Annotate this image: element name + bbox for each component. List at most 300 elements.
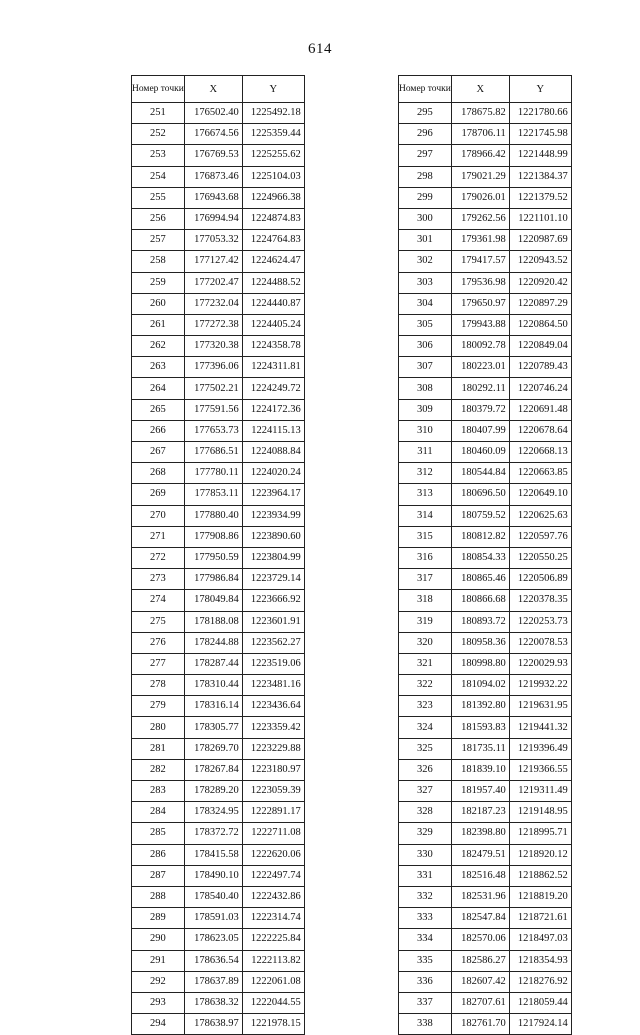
y-cell: 1224488.52 bbox=[242, 272, 304, 293]
point-number-cell: 296 bbox=[399, 124, 452, 145]
y-cell: 1218276.92 bbox=[509, 971, 571, 992]
y-cell: 1223180.97 bbox=[242, 759, 304, 780]
table-row bbox=[132, 272, 305, 293]
table-row bbox=[399, 865, 572, 886]
table-row bbox=[399, 653, 572, 674]
table-row bbox=[399, 187, 572, 208]
table-row bbox=[399, 886, 572, 907]
point-number-cell: 314 bbox=[399, 505, 452, 526]
table-header-row bbox=[399, 76, 572, 103]
x-cell: 177686.51 bbox=[184, 442, 242, 463]
table-row bbox=[132, 929, 305, 950]
x-cell: 177950.59 bbox=[184, 547, 242, 568]
y-cell: 1222891.17 bbox=[242, 802, 304, 823]
x-cell: 177653.73 bbox=[184, 420, 242, 441]
x-cell: 182516.48 bbox=[451, 865, 509, 886]
point-number-cell: 290 bbox=[132, 929, 185, 950]
table-row bbox=[399, 590, 572, 611]
point-number-cell: 331 bbox=[399, 865, 452, 886]
table-row bbox=[132, 611, 305, 632]
x-cell: 182586.27 bbox=[451, 950, 509, 971]
point-number-cell: 257 bbox=[132, 230, 185, 251]
point-number-cell: 288 bbox=[132, 886, 185, 907]
point-number-cell: 251 bbox=[132, 103, 185, 124]
header-x: X bbox=[184, 76, 242, 103]
table-row bbox=[132, 675, 305, 696]
x-cell: 178415.58 bbox=[184, 844, 242, 865]
point-number-cell: 264 bbox=[132, 378, 185, 399]
x-cell: 180854.33 bbox=[451, 547, 509, 568]
point-number-cell: 302 bbox=[399, 251, 452, 272]
point-number-cell: 258 bbox=[132, 251, 185, 272]
point-number-cell: 337 bbox=[399, 992, 452, 1013]
x-cell: 179026.01 bbox=[451, 187, 509, 208]
x-cell: 176769.53 bbox=[184, 145, 242, 166]
table-row bbox=[132, 908, 305, 929]
x-cell: 177502.21 bbox=[184, 378, 242, 399]
x-cell: 180812.82 bbox=[451, 526, 509, 547]
x-cell: 177591.56 bbox=[184, 399, 242, 420]
table-row bbox=[132, 187, 305, 208]
y-cell: 1218497.03 bbox=[509, 929, 571, 950]
x-cell: 178305.77 bbox=[184, 717, 242, 738]
x-cell: 177202.47 bbox=[184, 272, 242, 293]
x-cell: 176674.56 bbox=[184, 124, 242, 145]
y-cell: 1217924.14 bbox=[509, 1014, 571, 1035]
table-row bbox=[399, 463, 572, 484]
table-row bbox=[132, 378, 305, 399]
x-cell: 179943.88 bbox=[451, 314, 509, 335]
x-cell: 178540.40 bbox=[184, 886, 242, 907]
y-cell: 1224249.72 bbox=[242, 378, 304, 399]
x-cell: 181094.02 bbox=[451, 675, 509, 696]
point-number-cell: 255 bbox=[132, 187, 185, 208]
point-number-cell: 283 bbox=[132, 781, 185, 802]
x-cell: 179650.97 bbox=[451, 293, 509, 314]
x-cell: 178269.70 bbox=[184, 738, 242, 759]
table-row bbox=[399, 124, 572, 145]
y-cell: 1220668.13 bbox=[509, 442, 571, 463]
point-number-cell: 323 bbox=[399, 696, 452, 717]
x-cell: 182398.80 bbox=[451, 823, 509, 844]
y-cell: 1219932.22 bbox=[509, 675, 571, 696]
y-cell: 1225104.03 bbox=[242, 166, 304, 187]
point-number-cell: 321 bbox=[399, 653, 452, 674]
table-row bbox=[132, 251, 305, 272]
point-number-cell: 276 bbox=[132, 632, 185, 653]
y-cell: 1220746.24 bbox=[509, 378, 571, 399]
table-row bbox=[399, 611, 572, 632]
x-cell: 178636.54 bbox=[184, 950, 242, 971]
y-cell: 1219366.55 bbox=[509, 759, 571, 780]
y-cell: 1224440.87 bbox=[242, 293, 304, 314]
point-number-cell: 295 bbox=[399, 103, 452, 124]
point-number-cell: 300 bbox=[399, 208, 452, 229]
point-number-cell: 320 bbox=[399, 632, 452, 653]
table-row bbox=[132, 357, 305, 378]
table-row bbox=[399, 929, 572, 950]
point-number-cell: 279 bbox=[132, 696, 185, 717]
table-row bbox=[399, 272, 572, 293]
point-number-cell: 310 bbox=[399, 420, 452, 441]
x-cell: 182547.84 bbox=[451, 908, 509, 929]
x-cell: 181957.40 bbox=[451, 781, 509, 802]
x-cell: 178049.84 bbox=[184, 590, 242, 611]
x-cell: 180865.46 bbox=[451, 569, 509, 590]
y-cell: 1222113.82 bbox=[242, 950, 304, 971]
y-cell: 1220678.64 bbox=[509, 420, 571, 441]
x-cell: 181839.10 bbox=[451, 759, 509, 780]
y-cell: 1219311.49 bbox=[509, 781, 571, 802]
y-cell: 1221780.66 bbox=[509, 103, 571, 124]
table-row bbox=[132, 230, 305, 251]
table-row bbox=[132, 314, 305, 335]
table-row bbox=[132, 463, 305, 484]
y-cell: 1220789.43 bbox=[509, 357, 571, 378]
y-cell: 1218995.71 bbox=[509, 823, 571, 844]
point-number-cell: 330 bbox=[399, 844, 452, 865]
table-row bbox=[132, 1014, 305, 1035]
x-cell: 178287.44 bbox=[184, 653, 242, 674]
point-number-cell: 262 bbox=[132, 336, 185, 357]
y-cell: 1218862.52 bbox=[509, 865, 571, 886]
y-cell: 1222432.86 bbox=[242, 886, 304, 907]
x-cell: 177320.38 bbox=[184, 336, 242, 357]
point-number-cell: 286 bbox=[132, 844, 185, 865]
x-cell: 178289.20 bbox=[184, 781, 242, 802]
header-point-number: Номер точки bbox=[132, 76, 185, 103]
table-row bbox=[399, 802, 572, 823]
x-cell: 178706.11 bbox=[451, 124, 509, 145]
table-row bbox=[399, 230, 572, 251]
y-cell: 1220597.76 bbox=[509, 526, 571, 547]
header-point-number: Номер точки bbox=[399, 76, 452, 103]
x-cell: 178675.82 bbox=[451, 103, 509, 124]
y-cell: 1225492.18 bbox=[242, 103, 304, 124]
point-number-cell: 254 bbox=[132, 166, 185, 187]
header-x: X bbox=[451, 76, 509, 103]
point-number-cell: 275 bbox=[132, 611, 185, 632]
table-row bbox=[132, 759, 305, 780]
table-row bbox=[399, 357, 572, 378]
y-cell: 1223562.27 bbox=[242, 632, 304, 653]
point-number-cell: 269 bbox=[132, 484, 185, 505]
x-cell: 178637.89 bbox=[184, 971, 242, 992]
point-number-cell: 313 bbox=[399, 484, 452, 505]
y-cell: 1220078.53 bbox=[509, 632, 571, 653]
table-row bbox=[132, 781, 305, 802]
y-cell: 1224172.36 bbox=[242, 399, 304, 420]
table-row bbox=[132, 738, 305, 759]
x-cell: 179021.29 bbox=[451, 166, 509, 187]
x-cell: 176943.68 bbox=[184, 187, 242, 208]
x-cell: 176502.40 bbox=[184, 103, 242, 124]
x-cell: 180544.84 bbox=[451, 463, 509, 484]
header-y: Y bbox=[242, 76, 304, 103]
header-y: Y bbox=[509, 76, 571, 103]
table-row bbox=[399, 314, 572, 335]
table-row bbox=[399, 823, 572, 844]
table-row bbox=[399, 208, 572, 229]
x-cell: 177780.11 bbox=[184, 463, 242, 484]
y-cell: 1224405.24 bbox=[242, 314, 304, 335]
x-cell: 178623.05 bbox=[184, 929, 242, 950]
table-row bbox=[132, 569, 305, 590]
point-number-cell: 280 bbox=[132, 717, 185, 738]
table-row bbox=[132, 442, 305, 463]
table-row bbox=[399, 103, 572, 124]
table-row bbox=[399, 844, 572, 865]
table-row bbox=[399, 781, 572, 802]
y-cell: 1222225.84 bbox=[242, 929, 304, 950]
table-row bbox=[132, 696, 305, 717]
x-cell: 176994.94 bbox=[184, 208, 242, 229]
point-number-cell: 294 bbox=[132, 1014, 185, 1035]
table-row bbox=[132, 886, 305, 907]
point-number-cell: 316 bbox=[399, 547, 452, 568]
point-number-cell: 325 bbox=[399, 738, 452, 759]
x-cell: 178316.14 bbox=[184, 696, 242, 717]
table-row bbox=[399, 420, 572, 441]
x-cell: 180407.99 bbox=[451, 420, 509, 441]
y-cell: 1222061.08 bbox=[242, 971, 304, 992]
table-row bbox=[132, 399, 305, 420]
point-number-cell: 317 bbox=[399, 569, 452, 590]
point-number-cell: 273 bbox=[132, 569, 185, 590]
x-cell: 178638.97 bbox=[184, 1014, 242, 1035]
y-cell: 1220864.50 bbox=[509, 314, 571, 335]
y-cell: 1222314.74 bbox=[242, 908, 304, 929]
x-cell: 177880.40 bbox=[184, 505, 242, 526]
point-number-cell: 256 bbox=[132, 208, 185, 229]
table-row bbox=[132, 950, 305, 971]
table-row bbox=[132, 802, 305, 823]
table-row bbox=[132, 484, 305, 505]
x-cell: 182479.51 bbox=[451, 844, 509, 865]
point-number-cell: 281 bbox=[132, 738, 185, 759]
x-cell: 180379.72 bbox=[451, 399, 509, 420]
point-number-cell: 287 bbox=[132, 865, 185, 886]
table-row bbox=[399, 293, 572, 314]
y-cell: 1220378.35 bbox=[509, 590, 571, 611]
x-cell: 178372.72 bbox=[184, 823, 242, 844]
y-cell: 1221101.10 bbox=[509, 208, 571, 229]
x-cell: 180759.52 bbox=[451, 505, 509, 526]
y-cell: 1224311.81 bbox=[242, 357, 304, 378]
point-number-cell: 260 bbox=[132, 293, 185, 314]
table-row bbox=[399, 908, 572, 929]
table-row bbox=[399, 971, 572, 992]
point-number-cell: 285 bbox=[132, 823, 185, 844]
table-row bbox=[399, 145, 572, 166]
table-row bbox=[132, 505, 305, 526]
table-row bbox=[132, 124, 305, 145]
table-row bbox=[399, 526, 572, 547]
y-cell: 1223804.99 bbox=[242, 547, 304, 568]
table-row bbox=[132, 971, 305, 992]
y-cell: 1220029.93 bbox=[509, 653, 571, 674]
table-row bbox=[399, 632, 572, 653]
x-cell: 180998.80 bbox=[451, 653, 509, 674]
table-row bbox=[399, 442, 572, 463]
page-number: 614 bbox=[308, 41, 332, 57]
x-cell: 177396.06 bbox=[184, 357, 242, 378]
y-cell: 1220253.73 bbox=[509, 611, 571, 632]
coordinates-table-right bbox=[398, 75, 572, 1035]
y-cell: 1220849.04 bbox=[509, 336, 571, 357]
y-cell: 1223890.60 bbox=[242, 526, 304, 547]
table-row bbox=[132, 145, 305, 166]
y-cell: 1222497.74 bbox=[242, 865, 304, 886]
table-row bbox=[399, 484, 572, 505]
y-cell: 1220550.25 bbox=[509, 547, 571, 568]
x-cell: 177986.84 bbox=[184, 569, 242, 590]
table-row bbox=[399, 569, 572, 590]
x-cell: 182607.42 bbox=[451, 971, 509, 992]
y-cell: 1221745.98 bbox=[509, 124, 571, 145]
table-row bbox=[132, 526, 305, 547]
table-row bbox=[132, 336, 305, 357]
y-cell: 1224624.47 bbox=[242, 251, 304, 272]
y-cell: 1218819.20 bbox=[509, 886, 571, 907]
x-cell: 177053.32 bbox=[184, 230, 242, 251]
table-row bbox=[399, 336, 572, 357]
point-number-cell: 268 bbox=[132, 463, 185, 484]
table-row bbox=[132, 166, 305, 187]
point-number-cell: 334 bbox=[399, 929, 452, 950]
table-row bbox=[132, 717, 305, 738]
table-row bbox=[399, 547, 572, 568]
point-number-cell: 252 bbox=[132, 124, 185, 145]
x-cell: 178188.08 bbox=[184, 611, 242, 632]
point-number-cell: 311 bbox=[399, 442, 452, 463]
table-row bbox=[132, 590, 305, 611]
x-cell: 182761.70 bbox=[451, 1014, 509, 1035]
point-number-cell: 332 bbox=[399, 886, 452, 907]
table-row bbox=[399, 399, 572, 420]
point-number-cell: 333 bbox=[399, 908, 452, 929]
table-row bbox=[399, 717, 572, 738]
x-cell: 178591.03 bbox=[184, 908, 242, 929]
x-cell: 179536.98 bbox=[451, 272, 509, 293]
y-cell: 1223601.91 bbox=[242, 611, 304, 632]
point-number-cell: 292 bbox=[132, 971, 185, 992]
x-cell: 178638.32 bbox=[184, 992, 242, 1013]
table-row bbox=[399, 950, 572, 971]
point-number-cell: 301 bbox=[399, 230, 452, 251]
y-cell: 1223229.88 bbox=[242, 738, 304, 759]
table-header-row bbox=[132, 76, 305, 103]
y-cell: 1220943.52 bbox=[509, 251, 571, 272]
y-cell: 1221384.37 bbox=[509, 166, 571, 187]
x-cell: 180460.09 bbox=[451, 442, 509, 463]
table-row bbox=[399, 992, 572, 1013]
point-number-cell: 271 bbox=[132, 526, 185, 547]
table-row bbox=[399, 696, 572, 717]
x-cell: 182187.23 bbox=[451, 802, 509, 823]
y-cell: 1220506.89 bbox=[509, 569, 571, 590]
y-cell: 1224874.83 bbox=[242, 208, 304, 229]
x-cell: 182707.61 bbox=[451, 992, 509, 1013]
y-cell: 1223481.16 bbox=[242, 675, 304, 696]
point-number-cell: 318 bbox=[399, 590, 452, 611]
y-cell: 1218920.12 bbox=[509, 844, 571, 865]
point-number-cell: 270 bbox=[132, 505, 185, 526]
x-cell: 180696.50 bbox=[451, 484, 509, 505]
table-row bbox=[399, 1014, 572, 1035]
table-row bbox=[132, 547, 305, 568]
table-row bbox=[132, 653, 305, 674]
point-number-cell: 289 bbox=[132, 908, 185, 929]
point-number-cell: 312 bbox=[399, 463, 452, 484]
y-cell: 1221379.52 bbox=[509, 187, 571, 208]
y-cell: 1220987.69 bbox=[509, 230, 571, 251]
point-number-cell: 282 bbox=[132, 759, 185, 780]
x-cell: 177127.42 bbox=[184, 251, 242, 272]
x-cell: 177232.04 bbox=[184, 293, 242, 314]
point-number-cell: 266 bbox=[132, 420, 185, 441]
x-cell: 178244.88 bbox=[184, 632, 242, 653]
x-cell: 178267.84 bbox=[184, 759, 242, 780]
x-cell: 178966.42 bbox=[451, 145, 509, 166]
table-row bbox=[399, 505, 572, 526]
y-cell: 1219396.49 bbox=[509, 738, 571, 759]
table-row bbox=[399, 675, 572, 696]
y-cell: 1225255.62 bbox=[242, 145, 304, 166]
point-number-cell: 298 bbox=[399, 166, 452, 187]
point-number-cell: 267 bbox=[132, 442, 185, 463]
x-cell: 179417.57 bbox=[451, 251, 509, 272]
point-number-cell: 272 bbox=[132, 547, 185, 568]
y-cell: 1220625.63 bbox=[509, 505, 571, 526]
point-number-cell: 329 bbox=[399, 823, 452, 844]
table-row bbox=[399, 378, 572, 399]
point-number-cell: 274 bbox=[132, 590, 185, 611]
x-cell: 177272.38 bbox=[184, 314, 242, 335]
table-row bbox=[399, 738, 572, 759]
y-cell: 1220920.42 bbox=[509, 272, 571, 293]
table-row bbox=[132, 208, 305, 229]
table-row bbox=[132, 293, 305, 314]
x-cell: 176873.46 bbox=[184, 166, 242, 187]
x-cell: 180292.11 bbox=[451, 378, 509, 399]
y-cell: 1219631.95 bbox=[509, 696, 571, 717]
y-cell: 1223519.06 bbox=[242, 653, 304, 674]
x-cell: 182570.06 bbox=[451, 929, 509, 950]
point-number-cell: 277 bbox=[132, 653, 185, 674]
table-row bbox=[399, 166, 572, 187]
point-number-cell: 326 bbox=[399, 759, 452, 780]
point-number-cell: 315 bbox=[399, 526, 452, 547]
x-cell: 179262.56 bbox=[451, 208, 509, 229]
table-row bbox=[132, 844, 305, 865]
x-cell: 182531.96 bbox=[451, 886, 509, 907]
point-number-cell: 278 bbox=[132, 675, 185, 696]
point-number-cell: 293 bbox=[132, 992, 185, 1013]
point-number-cell: 265 bbox=[132, 399, 185, 420]
y-cell: 1224020.24 bbox=[242, 463, 304, 484]
y-cell: 1224088.84 bbox=[242, 442, 304, 463]
y-cell: 1222711.08 bbox=[242, 823, 304, 844]
y-cell: 1223359.42 bbox=[242, 717, 304, 738]
point-number-cell: 297 bbox=[399, 145, 452, 166]
x-cell: 181593.83 bbox=[451, 717, 509, 738]
x-cell: 177908.86 bbox=[184, 526, 242, 547]
y-cell: 1220663.85 bbox=[509, 463, 571, 484]
coordinates-table-left bbox=[131, 75, 305, 1035]
x-cell: 180223.01 bbox=[451, 357, 509, 378]
point-number-cell: 284 bbox=[132, 802, 185, 823]
